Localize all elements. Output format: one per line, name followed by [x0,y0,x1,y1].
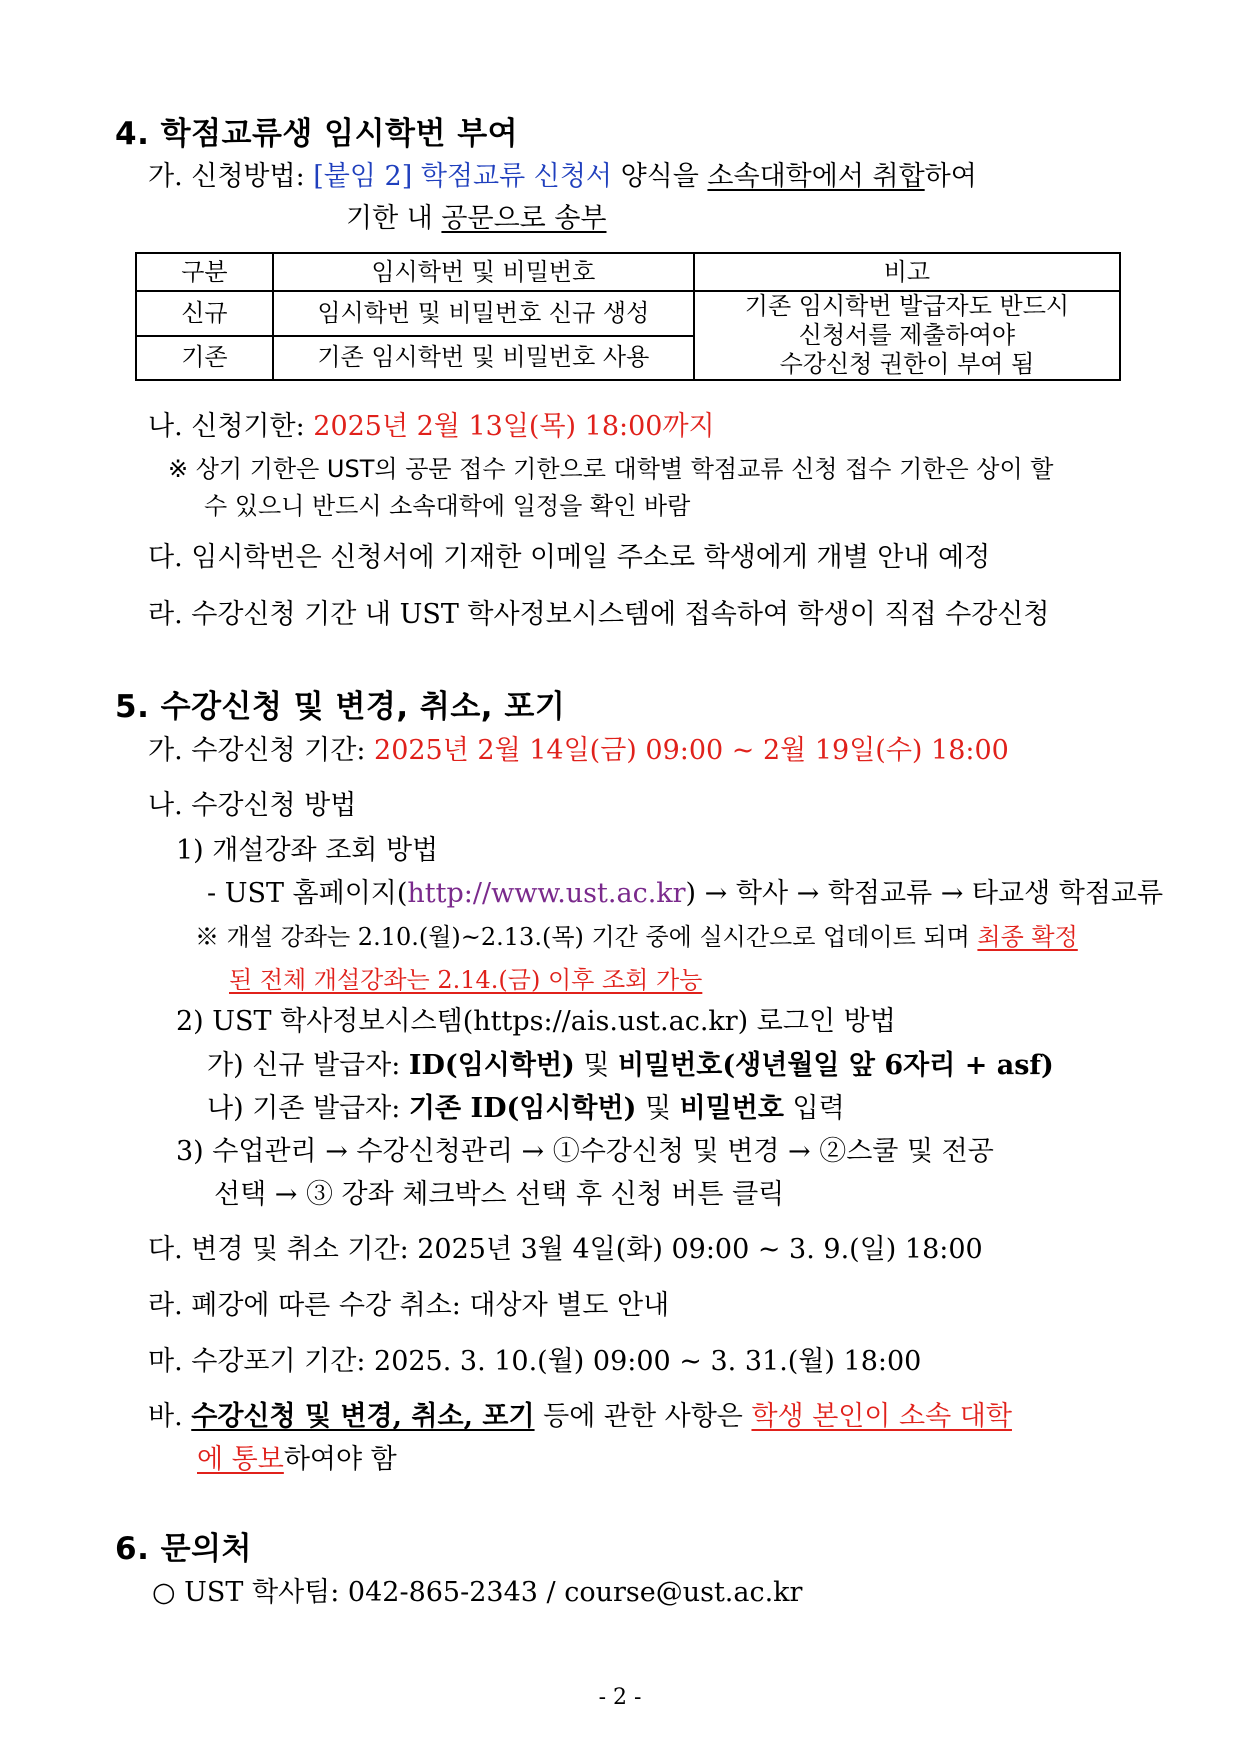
section-5-ba [148,1400,1012,1434]
note-red1: 최종 확정 [977,923,1078,951]
ba-red2: 에 통보 [197,1444,284,1475]
item2-ga-id: ID(임시학번) [408,1050,575,1081]
da-prefix: 다. 변경 및 취소 기간: [148,1234,418,1265]
section-4-title: 4. 학점교류생 임시학번 부여 [115,116,519,152]
dash-suffix: ) → 학사 → 학점교류 → 타교생 학점교류 [685,878,1164,909]
ga-line2-underlined: 공문으로 송부 [441,203,607,234]
item2-ga-mid: 및 [574,1050,619,1081]
section-4-ga-line2 [346,202,607,236]
section-6-title: 6. 문의처 [115,1531,252,1567]
table-cell-type: 기존 [136,336,273,381]
table-cell-desc: 임시학번 및 비밀번호 신규 생성 [273,291,694,336]
ba-red1: 학생 본인이 소속 대학 [751,1401,1012,1432]
section-5-da [148,1233,983,1267]
section-5-ra: 라. 폐강에 따른 수강 취소: 대상자 별도 안내 [148,1290,670,1321]
note-prefix: ※ 개설 강좌는 2.10.(월)~2.13.(목) 기간 중에 실시간으로 업데이트 되며 [195,923,978,951]
section-4-ga [148,160,977,194]
section-5-item3-line2: 선택 → ③ 강좌 체크박스 선택 후 신청 버튼 클릭 [214,1179,785,1210]
ma-period: 2025. 3. 10.(월) 09:00 ~ 3. 31.(월) 18:00 [374,1346,922,1377]
student-id-table [135,252,1121,381]
table-cell-note [694,291,1120,380]
na-prefix: 나. 신청기한: [148,411,314,442]
ga-line2-prefix: 기한 내 [346,203,442,234]
section-4-note-line1: ※ 상기 기한은 UST의 공문 접수 기한으로 대학별 학점교류 신청 접수 기한은 상이 할 [168,455,1054,483]
section-5-item1-note [195,920,1078,954]
section-4-na [148,410,715,444]
section-5-item2: 2) UST 학사정보시스템(https://ais.ust.ac.kr) 로그인 방법 [176,1006,896,1037]
section-5-item2-ga [207,1049,1054,1083]
table-cell-type: 신규 [136,291,273,336]
section-5-item3-line1: 3) 수업관리 → 수강신청관리 → ①수강신청 및 변경 → ②스쿨 및 전공 [176,1136,994,1167]
ga-period: 2025년 2월 14일(금) 09:00 ~ 2월 19일(수) 18:00 [374,735,1009,766]
section-5-title: 5. 수강신청 및 변경, 취소, 포기 [115,689,566,725]
ma-prefix: 마. 수강포기 기간: [148,1346,375,1377]
note-line: 신청서를 제출하여야 [798,321,1016,349]
item2-na-mid: 및 [636,1093,680,1124]
section-5-ma [148,1345,921,1379]
section-5-ga [148,734,1009,768]
da-period: 2025년 3월 4일(화) 09:00 ~ 3. 9.(일) 18:00 [417,1234,983,1265]
ga-collect: 소속대학에서 취합 [707,161,925,192]
ba-mid: 등에 관한 사항은 [534,1401,752,1432]
section-4-da: 다. 임시학번은 신청서에 기재한 이메일 주소로 학생에게 개별 안내 예정 [148,542,991,573]
item2-na-id: 기존 ID(임시학번) [408,1093,637,1124]
na-deadline: 2025년 2월 13일(목) 18:00까지 [313,411,715,442]
ga-suffix: 하여 [924,161,977,192]
form-reference: [붙임 2] 학점교류 신청서 [313,161,612,192]
ba-underlined: 수강신청 및 변경, 취소, 포기 [191,1401,535,1432]
section-5-item1-dash [207,877,1163,911]
table-header-note: 비고 [694,253,1120,291]
ga-mid: 양식을 [612,161,708,192]
section-4-ra: 라. 수강신청 기간 내 UST 학사정보시스템에 접속하여 학생이 직접 수강신청 [148,599,1050,630]
ga-prefix: 가. 수강신청 기간: [148,735,375,766]
ba-suffix: 하여야 함 [283,1444,397,1475]
section-6-contact: ○ UST 학사팀: 042-865-2343 / course@ust.ac.kr [152,1577,803,1608]
section-5-item1: 1) 개설강좌 조회 방법 [176,835,439,866]
section-5-item2-na [207,1092,845,1126]
section-5-ba-line2 [197,1443,397,1477]
item2-na-password: 비밀번호 [679,1093,784,1124]
section-4-note-line2: 수 있으니 반드시 소속대학에 일정을 확인 바람 [204,492,691,520]
item2-na-suffix: 입력 [783,1093,845,1124]
ust-homepage-link[interactable]: http://www.ust.ac.kr [407,878,686,909]
dash-prefix: - UST 홈페이지( [207,878,408,909]
section-5-item1-note-line2: 된 전체 개설강좌는 2.14.(금) 이후 조회 가능 [229,966,703,994]
ga-prefix: 가. 신청방법: [148,161,314,192]
note-line: 기존 임시학번 발급자도 반드시 [744,292,1070,320]
item2-ga-prefix: 가) 신규 발급자: [207,1050,409,1081]
table-header-id: 임시학번 및 비밀번호 [273,253,694,291]
section-5-na: 나. 수강신청 방법 [148,790,357,821]
item2-ga-password: 비밀번호(생년월일 앞 6자리 + asf) [618,1050,1054,1081]
table-cell-desc: 기존 임시학번 및 비밀번호 사용 [273,336,694,381]
ba-prefix: 바. [148,1401,192,1432]
page-number: - 2 - [598,1685,642,1710]
item2-na-prefix: 나) 기존 발급자: [207,1093,409,1124]
note-line: 수강신청 권한이 부여 됨 [779,350,1035,378]
table-header-type: 구분 [136,253,273,291]
